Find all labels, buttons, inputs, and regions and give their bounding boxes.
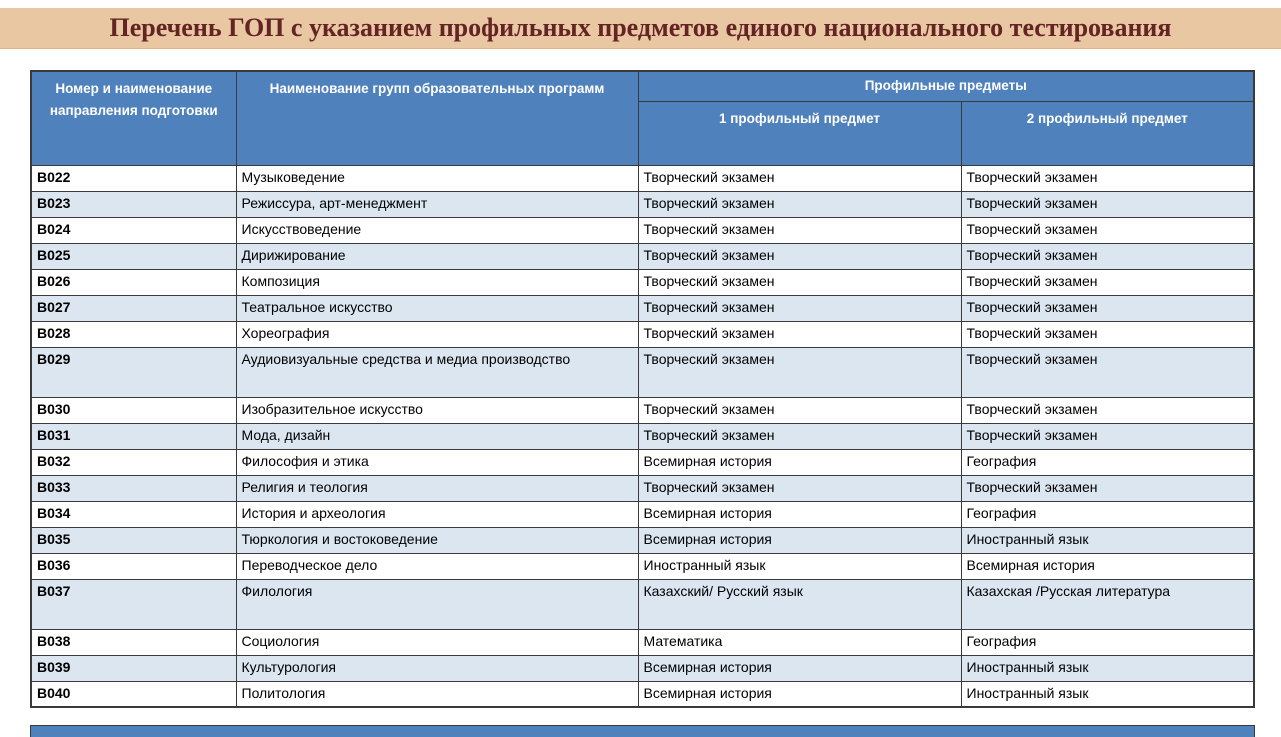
row-code: B039	[31, 655, 236, 681]
row-subject-2: Творческий экзамен	[961, 347, 1254, 397]
row-code: B025	[31, 243, 236, 269]
row-program: Переводческое дело	[236, 553, 638, 579]
gop-subjects-table	[30, 70, 1255, 708]
title-bar	[0, 8, 1281, 49]
table-row	[31, 191, 1254, 217]
row-program: Музыковедение	[236, 165, 638, 191]
row-code: B028	[31, 321, 236, 347]
table-row	[31, 501, 1254, 527]
row-subject-2: Творческий экзамен	[961, 191, 1254, 217]
row-code: B031	[31, 423, 236, 449]
row-subject-2: Творческий экзамен	[961, 295, 1254, 321]
row-subject-1: Всемирная история	[638, 681, 961, 707]
row-program: Политология	[236, 681, 638, 707]
table-body	[31, 165, 1254, 707]
table-row	[31, 243, 1254, 269]
row-code: B037	[31, 579, 236, 629]
row-subject-1: Всемирная история	[638, 655, 961, 681]
row-program: Искусствоведение	[236, 217, 638, 243]
row-subject-1: Иностранный язык	[638, 553, 961, 579]
row-code: B038	[31, 629, 236, 655]
row-subject-2: Творческий экзамен	[961, 475, 1254, 501]
header-profile-subjects: Профильные предметы	[638, 71, 1254, 101]
row-subject-2: Творческий экзамен	[961, 397, 1254, 423]
row-subject-2: Казахская /Русская литература	[961, 579, 1254, 629]
row-subject-2: Творческий экзамен	[961, 423, 1254, 449]
row-subject-1: Всемирная история	[638, 527, 961, 553]
row-subject-2: Творческий экзамен	[961, 217, 1254, 243]
row-subject-1: Творческий экзамен	[638, 243, 961, 269]
row-subject-2: Творческий экзамен	[961, 321, 1254, 347]
row-program: Социология	[236, 629, 638, 655]
row-subject-2: Иностранный язык	[961, 681, 1254, 707]
table-row	[31, 165, 1254, 191]
row-subject-1: Творческий экзамен	[638, 295, 961, 321]
row-code: B026	[31, 269, 236, 295]
table-row	[31, 527, 1254, 553]
header-program-groups: Наименование групп образовательных программ	[236, 71, 638, 165]
table-row	[31, 579, 1254, 629]
table-row	[31, 347, 1254, 397]
row-subject-1: Всемирная история	[638, 449, 961, 475]
table-row	[31, 655, 1254, 681]
row-subject-2: Творческий экзамен	[961, 269, 1254, 295]
row-program: История и археология	[236, 501, 638, 527]
row-subject-2: Творческий экзамен	[961, 165, 1254, 191]
row-subject-2: География	[961, 449, 1254, 475]
header-subject-1: 1 профильный предмет	[638, 101, 961, 165]
row-subject-1: Творческий экзамен	[638, 165, 961, 191]
row-program: Религия и теология	[236, 475, 638, 501]
row-program: Филология	[236, 579, 638, 629]
row-code: B036	[31, 553, 236, 579]
row-subject-2: Иностранный язык	[961, 655, 1254, 681]
row-code: B035	[31, 527, 236, 553]
row-program: Театральное искусство	[236, 295, 638, 321]
row-program: Дирижирование	[236, 243, 638, 269]
table-row	[31, 449, 1254, 475]
header-row-top	[31, 71, 1254, 101]
table-row	[31, 295, 1254, 321]
table-row	[31, 397, 1254, 423]
table-header	[31, 71, 1254, 165]
table-row	[31, 553, 1254, 579]
row-code: B024	[31, 217, 236, 243]
row-program: Композиция	[236, 269, 638, 295]
row-program: Аудиовизуальные средства и медиа производство	[236, 347, 638, 397]
row-code: B029	[31, 347, 236, 397]
table-row	[31, 629, 1254, 655]
table-row	[31, 321, 1254, 347]
row-code: B034	[31, 501, 236, 527]
page-title: Перечень ГОП с указанием профильных предметов единого национального тестирования	[109, 13, 1172, 42]
row-subject-1: Творческий экзамен	[638, 397, 961, 423]
row-subject-1: Творческий экзамен	[638, 191, 961, 217]
row-program: Философия и этика	[236, 449, 638, 475]
table-row	[31, 681, 1254, 707]
row-program: Тюркология и востоковедение	[236, 527, 638, 553]
next-table-row-partial	[30, 725, 1255, 737]
row-program: Культурология	[236, 655, 638, 681]
row-subject-1: Творческий экзамен	[638, 423, 961, 449]
row-code: B032	[31, 449, 236, 475]
row-subject-1: Творческий экзамен	[638, 321, 961, 347]
header-subject-2: 2 профильный предмет	[961, 101, 1254, 165]
row-program: Мода, дизайн	[236, 423, 638, 449]
row-code: B027	[31, 295, 236, 321]
table-row	[31, 269, 1254, 295]
row-code: B023	[31, 191, 236, 217]
table-row	[31, 423, 1254, 449]
header-number-direction: Номер и наименование направления подготовки	[31, 71, 236, 165]
row-subject-1: Математика	[638, 629, 961, 655]
row-program: Режиссура, арт-менеджмент	[236, 191, 638, 217]
row-program: Хореография	[236, 321, 638, 347]
row-subject-1: Творческий экзамен	[638, 269, 961, 295]
row-code: B030	[31, 397, 236, 423]
row-subject-2: Всемирная история	[961, 553, 1254, 579]
row-subject-2: Творческий экзамен	[961, 243, 1254, 269]
table-row	[31, 475, 1254, 501]
row-subject-1: Всемирная история	[638, 501, 961, 527]
row-program: Изобразительное искусство	[236, 397, 638, 423]
row-code: B033	[31, 475, 236, 501]
table-row	[31, 217, 1254, 243]
row-subject-1: Творческий экзамен	[638, 475, 961, 501]
row-subject-2: Иностранный язык	[961, 527, 1254, 553]
row-subject-2: География	[961, 501, 1254, 527]
row-subject-1: Казахский/ Русский язык	[638, 579, 961, 629]
row-subject-1: Творческий экзамен	[638, 347, 961, 397]
row-code: B022	[31, 165, 236, 191]
row-subject-1: Творческий экзамен	[638, 217, 961, 243]
row-code: B040	[31, 681, 236, 707]
row-subject-2: География	[961, 629, 1254, 655]
